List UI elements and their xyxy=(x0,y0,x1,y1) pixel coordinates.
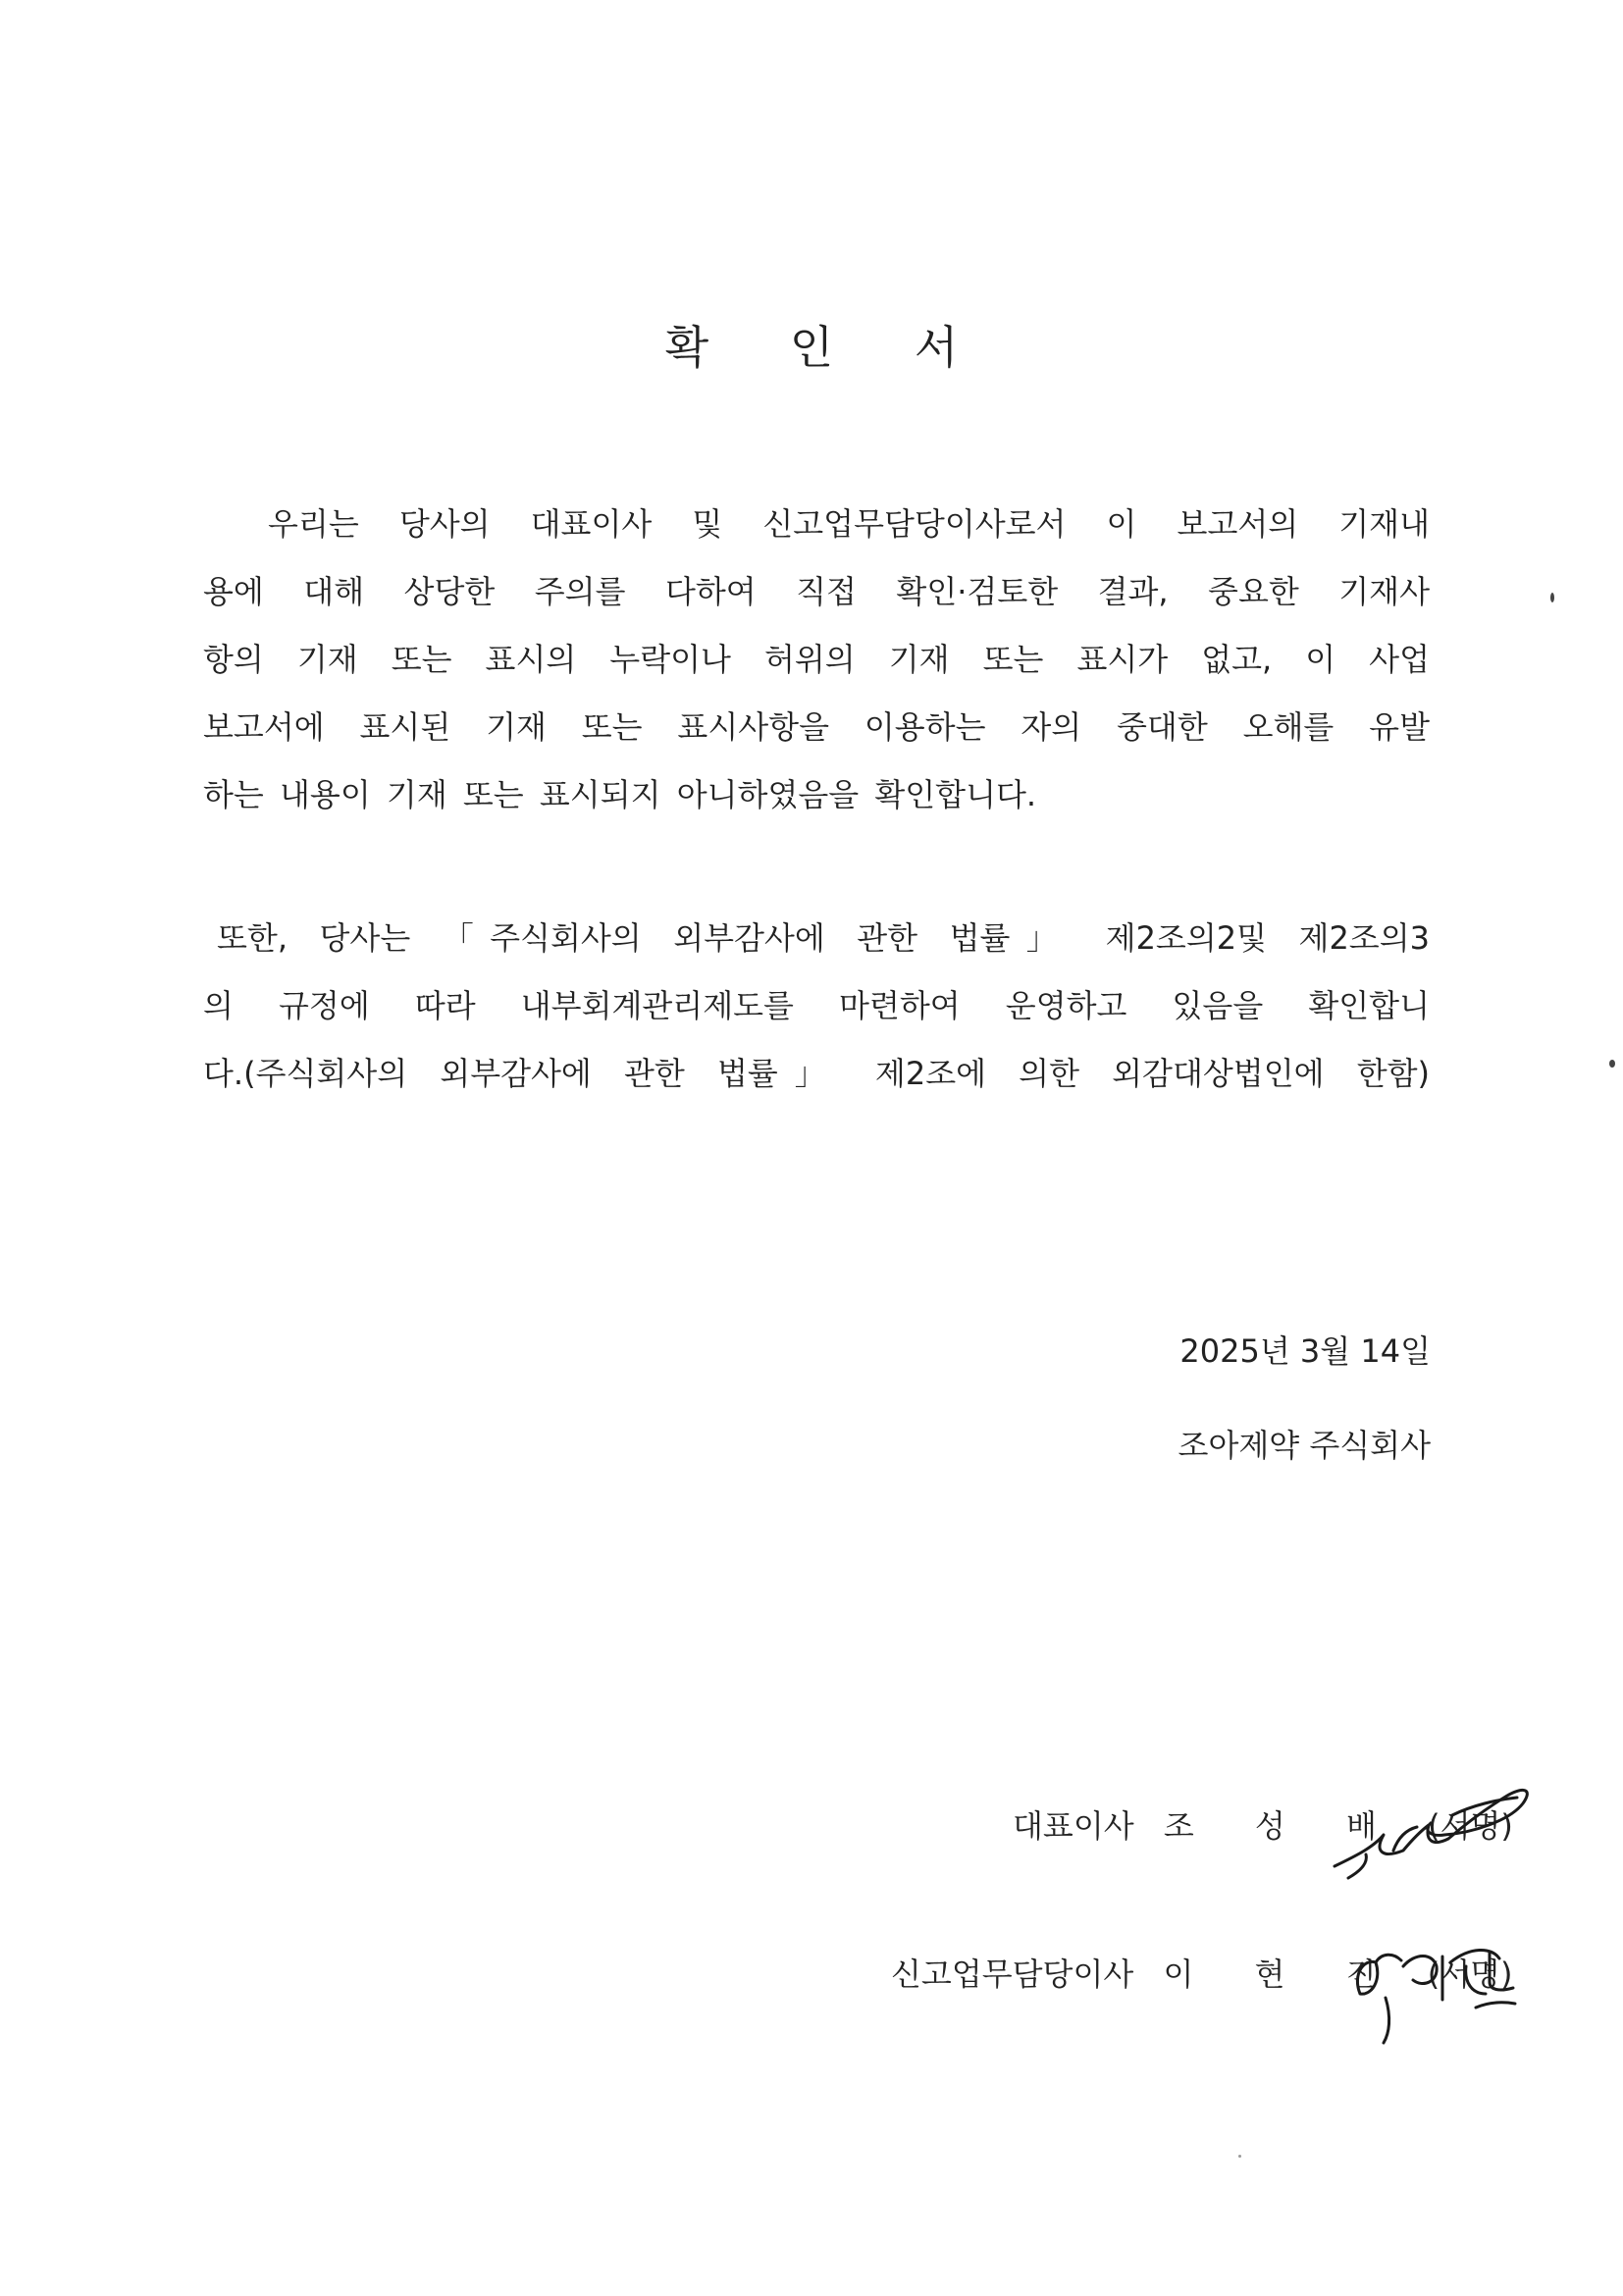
paragraph-line: 보고서에 표시된 기재 또는 표시사항을 이용하는 자의 중대한 오해를 유발 xyxy=(203,708,1430,746)
reporting-officer-handwritten-signature xyxy=(1342,1923,1539,2061)
paragraph-line: 다.(주식회사의 외부감사에 관한 법률」 제2조에 의한 외감대상법인에 한함) xyxy=(203,1055,1430,1092)
document-title: 확 인 서 xyxy=(664,321,992,374)
scan-speck xyxy=(1550,593,1554,602)
company-name: 조아제약 주식회사 xyxy=(1178,1427,1431,1464)
paragraph-line: 항의 기재 또는 표시의 누락이나 허위의 기재 또는 표시가 없고, 이 사업 xyxy=(203,641,1430,678)
confirmation-paragraph xyxy=(203,491,1430,829)
internal-control-paragraph xyxy=(203,905,1430,1108)
ceo-handwritten-signature xyxy=(1315,1756,1541,1904)
paragraph-line: 하는 내용이 기재 또는 표시되지 아니하였음을 확인합니다. xyxy=(203,776,1037,813)
signatory-name: 이 현 진 xyxy=(1163,1956,1402,1993)
paragraph-line: 용에 대해 상당한 주의를 다하여 직접 확인·검토한 결과, 중요한 기재사 xyxy=(203,573,1430,610)
paragraph-line: 의 규정에 따라 내부회계관리제도를 마련하여 운영하고 있음을 확인합니 xyxy=(203,987,1430,1024)
document-date: 2025년 3월 14일 xyxy=(1179,1332,1431,1370)
scan-speck xyxy=(1609,1060,1615,1068)
paragraph-line: 또한, 당사는 「주식회사의 외부감사에 관한 법률」 제2조의2및 제2조의3 xyxy=(217,919,1430,957)
signature-label: (서명) xyxy=(1427,1956,1513,1993)
signatory-name: 조 성 배 xyxy=(1163,1807,1402,1845)
signature-label: (서명) xyxy=(1428,1807,1513,1845)
signatory-role: 신고업무담당이사 xyxy=(891,1956,1134,1993)
signatory-role: 대표이사 xyxy=(1013,1807,1134,1845)
scan-speck xyxy=(1238,2155,1241,2158)
paragraph-line: 우리는 당사의 대표이사 및 신고업무담당이사로서 이 보고서의 기재내 xyxy=(268,505,1430,543)
